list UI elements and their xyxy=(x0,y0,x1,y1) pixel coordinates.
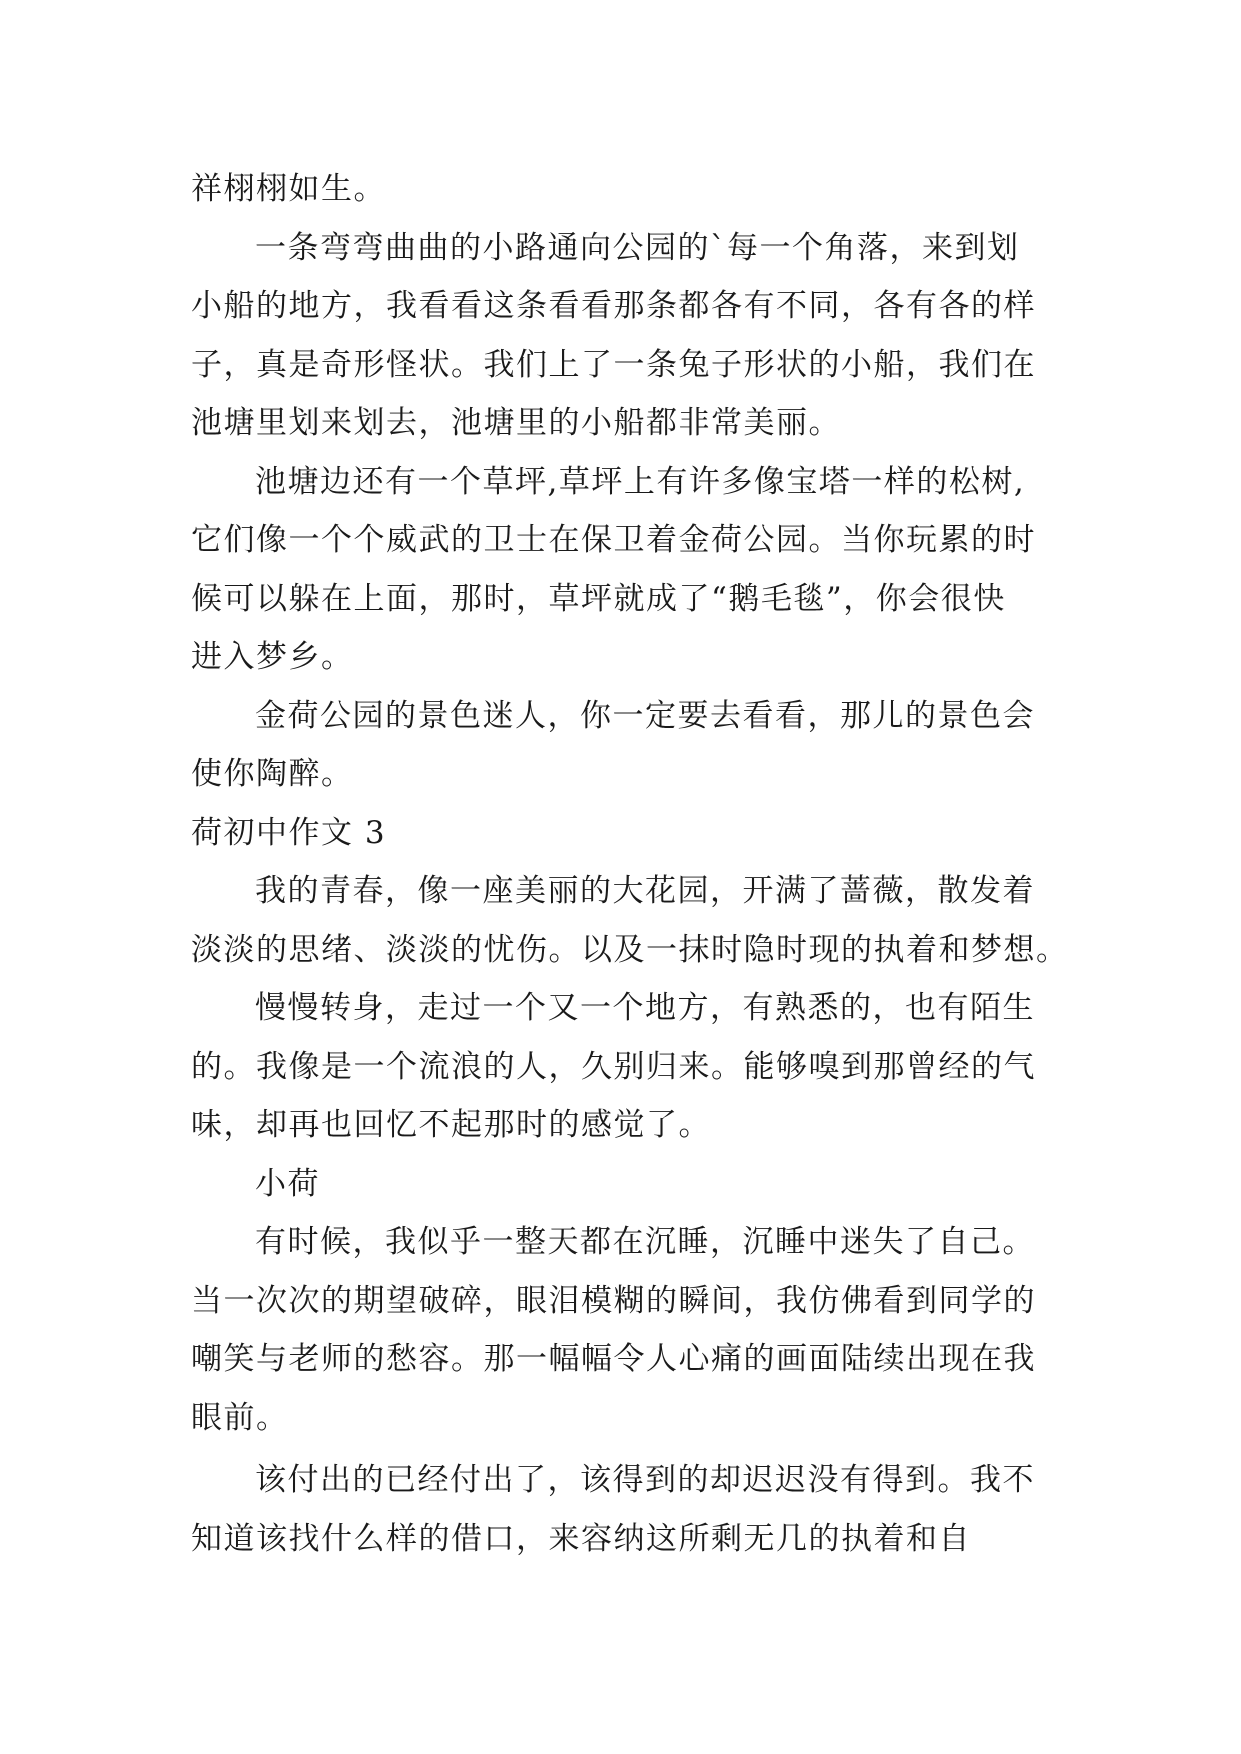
text-line: 它们像一个个威武的卫士在保卫着金荷公园。当你玩累的时 xyxy=(191,522,1036,558)
text-line: 小船的地方，我看看这条看看那条都各有不同，各有各的样 xyxy=(191,288,1036,324)
text-line: 进入梦乡。 xyxy=(191,639,354,675)
text-line: 眼前。 xyxy=(191,1399,289,1436)
text-line: 嘲笑与老师的愁容。那一幅幅令人心痛的画面陆续出现在我 xyxy=(191,1341,1036,1377)
text-line: 慢慢转身，走过一个又一个地方，有熟悉的，也有陌生 xyxy=(255,990,1035,1026)
text-line: 味，却再也回忆不起那时的感觉了。 xyxy=(191,1107,711,1143)
document-text-body xyxy=(191,160,1069,1568)
section-heading: 荷初中作文 3 xyxy=(191,814,387,851)
text-line: 当一次次的期望破碎，眼泪模糊的瞬间，我仿佛看到同学的 xyxy=(191,1282,1036,1319)
text-line: 的。我像是一个流浪的人，久别归来。能够嗅到那曾经的气 xyxy=(191,1048,1036,1085)
text-line: 祥栩栩如生。 xyxy=(191,171,386,207)
author-line: 小荷 xyxy=(255,1165,320,1202)
text-line: 金荷公园的景色迷人，你一定要去看看，那儿的景色会 xyxy=(255,697,1035,734)
text-line: 一条弯弯曲曲的小路通向公园的`每一个角落，来到划 xyxy=(255,229,1020,266)
text-line: 池塘里划来划去，池塘里的小船都非常美丽。 xyxy=(191,405,841,441)
text-line: 淡淡的思绪、淡淡的忧伤。以及一抹时隐时现的执着和梦想。 xyxy=(191,931,1069,968)
text-line: 知道该找什么样的借口，来容纳这所剩无几的执着和自 xyxy=(191,1520,971,1557)
text-line: 池塘边还有一个草坪,草坪上有许多像宝塔一样的松树, xyxy=(255,463,1026,500)
text-line: 我的青春，像一座美丽的大花园，开满了蔷薇，散发着 xyxy=(255,873,1035,909)
text-line: 有时候，我似乎一整天都在沉睡，沉睡中迷失了自己。 xyxy=(255,1224,1035,1260)
text-line: 使你陶醉。 xyxy=(191,756,354,792)
text-line: 该付出的已经付出了，该得到的却迟迟没有得到。我不 xyxy=(255,1462,1035,1498)
text-line: 子，真是奇形怪状。我们上了一条兔子形状的小船，我们在 xyxy=(191,346,1036,383)
text-line: 候可以躲在上面，那时，草坪就成了“鹅毛毯”，你会很快 xyxy=(191,580,1006,617)
